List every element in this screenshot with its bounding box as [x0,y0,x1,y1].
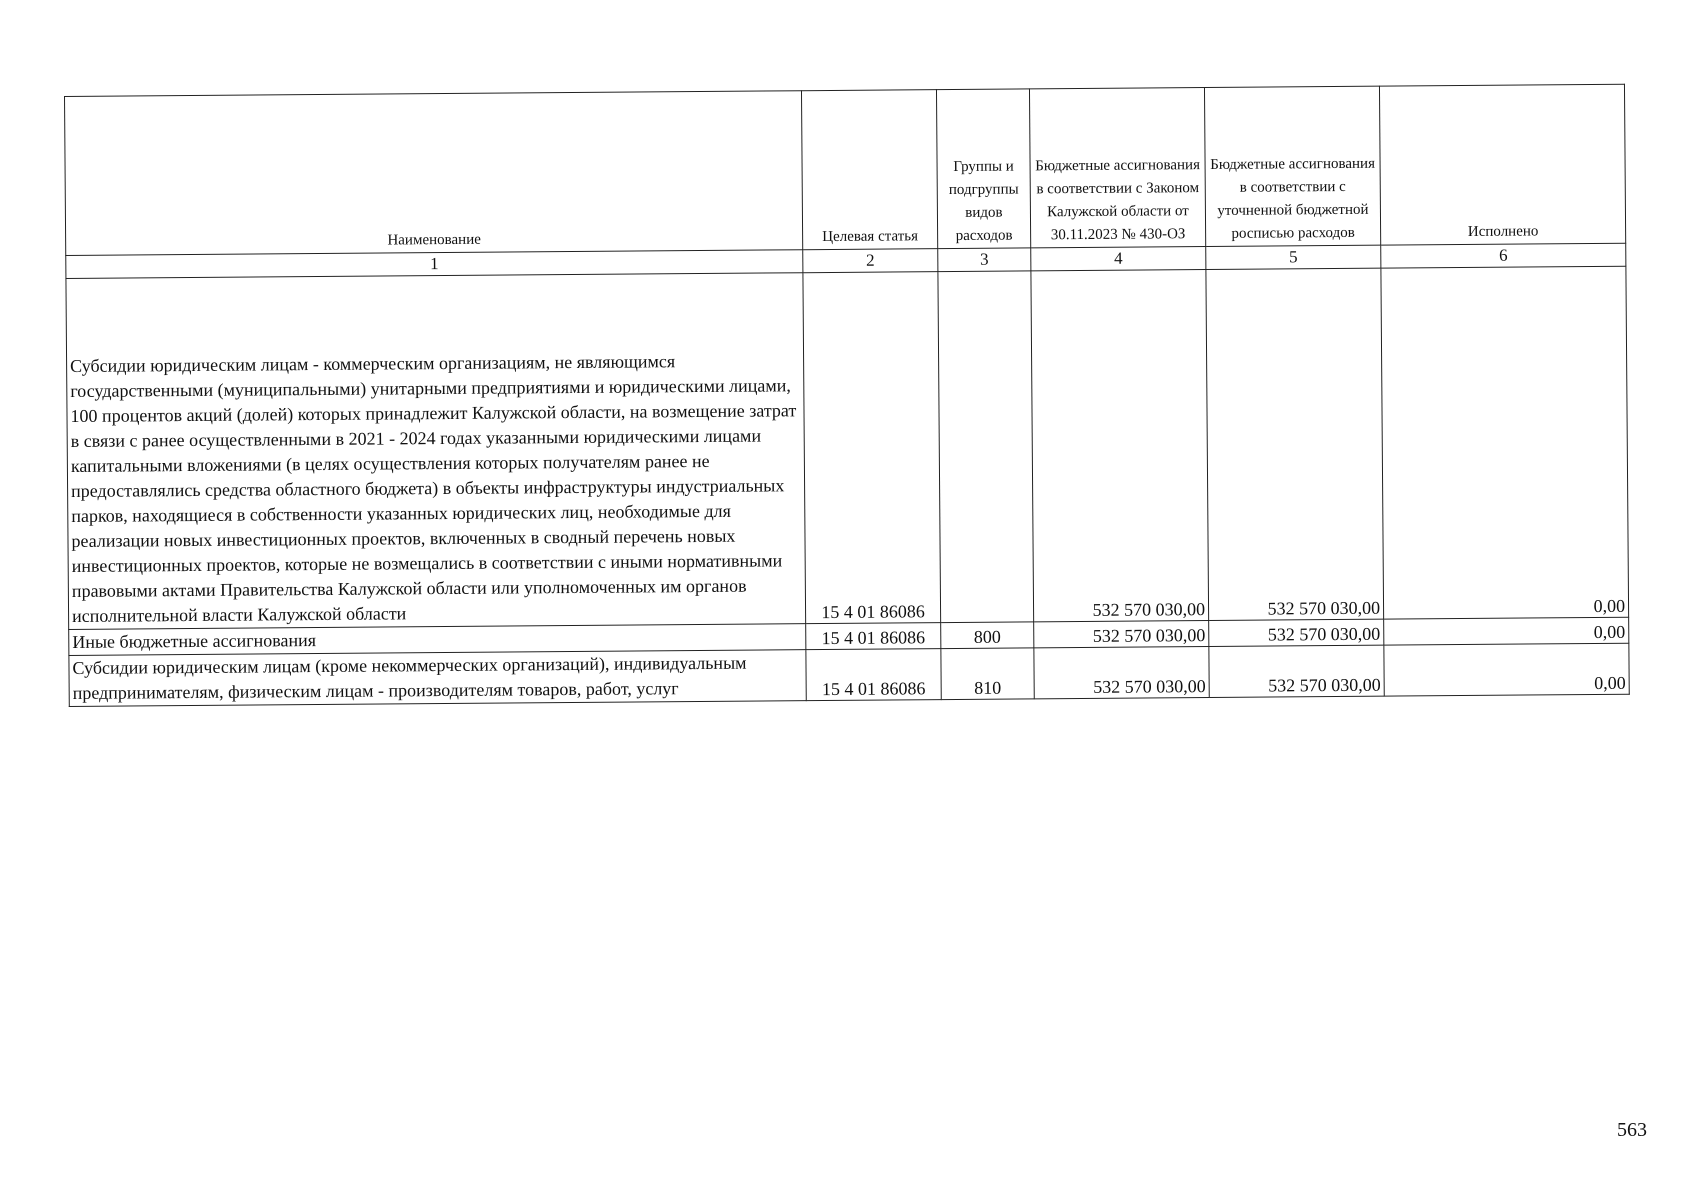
budget-table [64,84,1630,707]
row-expense-group: 810 [941,648,1034,700]
column-number: 3 [938,248,1031,272]
row-expense-group [938,271,1034,623]
budget-sheet [64,84,1629,707]
header-law-allocations: Бюджетные ассигнования в соответствии с Законом Калужской области от 30.11.2023 № 430-ОЗ [1029,88,1205,248]
row-name: Иные бюджетные ассигнования [69,624,806,656]
table-header-row [65,84,1626,255]
header-target-article: Целевая статья [801,90,937,250]
row-law-amount: 532 570 030,00 [1034,647,1209,699]
row-expense-group: 800 [941,622,1034,649]
row-refined-amount: 532 570 030,00 [1206,268,1384,620]
row-refined-amount: 532 570 030,00 [1209,645,1384,697]
row-name [66,273,806,630]
row-law-amount: 532 570 030,00 [1034,621,1209,648]
row-law-amount: 532 570 030,00 [1031,270,1209,622]
header-executed: Исполнено [1379,84,1625,245]
header-expense-groups: Группы и подгруппы видов расходов [936,89,1030,249]
row-target-article: 15 4 01 86086 [806,649,941,701]
row-target-article: 15 4 01 86086 [806,623,941,650]
column-number: 1 [66,250,803,279]
column-number: 5 [1206,245,1381,269]
header-refined-allocations: Бюджетные ассигнования в соответствии с уточненной бюджетной росписью расходов [1204,86,1380,246]
row-name-text: Субсидии юридическим лицам - коммерческим организациям, не являющимся государственными (муниципальными) унитарными предприятиями и юридическими лицами, 100 процентов акций (долей) которых принадлежит Калужской области, на возмещение затрат в связи с ранее осуществленными в 2021 - 2024 годах указанными юридическими лицами капитальными вложениями (в целях осуществления которых получателям ранее не предоставлялись средства областного бюджета) в объекты инфраструктуры индустриальных парков, находящиеся в собственности указанных юридических лиц, необходимые для реализации новых инвестиционных проектов, включенных в сводный перечень новых инвестиционных проектов, которые не возмещались в соответствии с иными нормативными правовыми актами Правительства Калужской области или уполномоченных им органов исполнительной власти Калужской области [70,351,797,626]
row-target-article: 15 4 01 86086 [803,272,941,624]
row-name: Субсидии юридическим лицам (кроме некоммерческих организаций), индивидуальным предпринимателям, физическим лицам - производителям товаров, работ, услуг [69,650,806,707]
row-executed: 0,00 [1381,266,1629,619]
row-executed: 0,00 [1384,643,1629,696]
row-refined-amount: 532 570 030,00 [1209,619,1384,646]
table-row [66,266,1629,629]
page-number: 563 [1617,1119,1647,1141]
column-number: 6 [1381,243,1626,268]
header-name: Наименование [65,91,803,256]
row-top-space [70,296,800,354]
column-number: 4 [1031,247,1206,271]
row-executed: 0,00 [1384,617,1629,645]
column-number: 2 [803,249,938,273]
